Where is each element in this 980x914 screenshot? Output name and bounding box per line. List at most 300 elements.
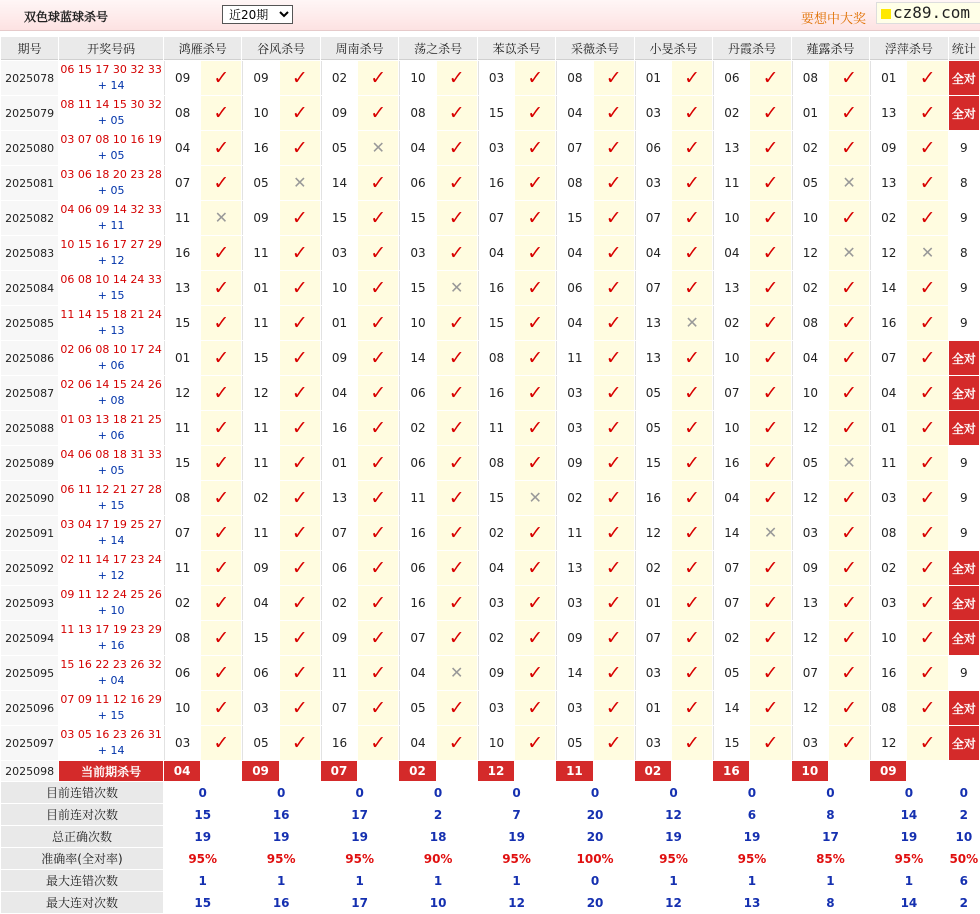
check-mark: ✓ bbox=[213, 171, 230, 194]
check-mark: ✓ bbox=[291, 276, 308, 299]
check-icon bbox=[201, 376, 241, 410]
summary-value: 1 bbox=[713, 870, 790, 891]
check-icon bbox=[672, 201, 712, 235]
summary-value: 2 bbox=[949, 804, 979, 825]
check-icon bbox=[437, 551, 477, 585]
column-header: 期号 bbox=[1, 37, 58, 60]
kill-number: 15 bbox=[242, 621, 278, 655]
check-mark: ✓ bbox=[527, 136, 544, 159]
summary-label: 最大连错次数 bbox=[1, 870, 163, 891]
check-mark: ✓ bbox=[605, 556, 622, 579]
kill-number: 07 bbox=[321, 691, 357, 725]
current-blank bbox=[750, 761, 790, 781]
check-mark: ✓ bbox=[527, 521, 544, 544]
kill-number: 12 bbox=[792, 236, 828, 270]
period-select[interactable] bbox=[222, 5, 293, 24]
check-icon bbox=[750, 551, 790, 585]
check-icon bbox=[594, 96, 634, 130]
check-mark: ✓ bbox=[762, 486, 779, 509]
check-mark: ✓ bbox=[762, 591, 779, 614]
check-mark: ✓ bbox=[841, 346, 858, 369]
kill-number: 09 bbox=[792, 551, 828, 585]
table-row bbox=[1, 236, 979, 270]
kill-number: 04 bbox=[713, 236, 749, 270]
check-mark: ✓ bbox=[841, 591, 858, 614]
kill-number: 04 bbox=[870, 376, 906, 410]
issue-number: 2025090 bbox=[1, 481, 58, 515]
kill-number: 02 bbox=[242, 481, 278, 515]
check-mark: ✓ bbox=[448, 486, 465, 509]
summary-value: 20 bbox=[556, 892, 633, 913]
kill-number: 09 bbox=[242, 201, 278, 235]
row-stat: 9 bbox=[949, 446, 979, 480]
check-mark: ✓ bbox=[213, 311, 230, 334]
check-icon bbox=[515, 656, 555, 690]
kill-number: 11 bbox=[321, 656, 357, 690]
summary-value: 1 bbox=[242, 870, 319, 891]
check-mark: ✓ bbox=[448, 696, 465, 719]
row-stat: 全对 bbox=[949, 691, 979, 725]
kill-number: 01 bbox=[164, 341, 200, 375]
kill-number: 04 bbox=[399, 131, 435, 165]
current-issue: 2025098 bbox=[1, 761, 58, 781]
check-icon bbox=[437, 376, 477, 410]
header-row bbox=[1, 37, 979, 60]
kill-number: 09 bbox=[164, 61, 200, 95]
kill-number: 06 bbox=[399, 166, 435, 200]
check-mark: ✓ bbox=[527, 381, 544, 404]
check-mark: ✓ bbox=[213, 661, 230, 684]
table-row bbox=[1, 271, 979, 305]
column-header: 薤露杀号 bbox=[792, 37, 869, 60]
kill-number: 01 bbox=[635, 61, 671, 95]
summary-row bbox=[1, 782, 979, 803]
red-balls: 07 09 11 12 16 29 bbox=[60, 693, 162, 706]
kill-number: 08 bbox=[870, 691, 906, 725]
current-kill-number: 04 bbox=[164, 761, 200, 781]
summary-value: 19 bbox=[478, 826, 555, 847]
kill-number: 02 bbox=[713, 96, 749, 130]
kill-number: 06 bbox=[399, 551, 435, 585]
summary-value: 0 bbox=[399, 782, 476, 803]
check-icon bbox=[907, 516, 947, 550]
kill-number: 15 bbox=[713, 726, 749, 760]
kill-number: 15 bbox=[399, 271, 435, 305]
check-mark: ✓ bbox=[605, 346, 622, 369]
summary-value: 0 bbox=[242, 782, 319, 803]
summary-label: 总正确次数 bbox=[1, 826, 163, 847]
check-mark: ✓ bbox=[605, 66, 622, 89]
summary-row bbox=[1, 804, 979, 825]
kill-number: 07 bbox=[792, 656, 828, 690]
check-icon bbox=[280, 656, 320, 690]
check-mark: ✓ bbox=[605, 241, 622, 264]
check-icon bbox=[594, 61, 634, 95]
draw-numbers bbox=[59, 586, 163, 620]
check-mark: ✓ bbox=[370, 556, 387, 579]
kill-number: 05 bbox=[399, 691, 435, 725]
check-mark: ✓ bbox=[370, 451, 387, 474]
table-row bbox=[1, 621, 979, 655]
check-icon bbox=[201, 691, 241, 725]
check-mark: ✓ bbox=[527, 626, 544, 649]
check-icon bbox=[358, 166, 398, 200]
issue-number: 2025097 bbox=[1, 726, 58, 760]
cross-icon bbox=[437, 271, 477, 305]
check-icon bbox=[201, 621, 241, 655]
check-mark: ✓ bbox=[370, 206, 387, 229]
table-row bbox=[1, 96, 979, 130]
check-icon bbox=[437, 726, 477, 760]
check-mark: ✓ bbox=[213, 731, 230, 754]
kill-number: 12 bbox=[870, 726, 906, 760]
kill-number: 01 bbox=[870, 61, 906, 95]
check-icon bbox=[515, 61, 555, 95]
kill-number: 16 bbox=[478, 376, 514, 410]
kill-number: 16 bbox=[321, 411, 357, 445]
kill-number: 03 bbox=[478, 691, 514, 725]
summary-value: 19 bbox=[635, 826, 712, 847]
summary-value: 95% bbox=[713, 848, 790, 869]
kill-number: 15 bbox=[478, 96, 514, 130]
check-mark: ✓ bbox=[919, 206, 936, 229]
kill-number: 04 bbox=[713, 481, 749, 515]
check-mark: ✓ bbox=[370, 276, 387, 299]
red-balls: 03 06 18 20 23 28 bbox=[60, 168, 162, 181]
check-icon bbox=[829, 96, 869, 130]
check-mark: ✓ bbox=[762, 101, 779, 124]
kill-number: 15 bbox=[321, 201, 357, 235]
red-balls: 01 03 13 18 21 25 bbox=[60, 413, 162, 426]
check-icon bbox=[280, 411, 320, 445]
blue-ball: + 05 bbox=[97, 149, 125, 162]
check-icon bbox=[437, 306, 477, 340]
kill-number: 13 bbox=[792, 586, 828, 620]
kill-number: 10 bbox=[870, 621, 906, 655]
check-icon bbox=[515, 236, 555, 270]
check-icon bbox=[750, 236, 790, 270]
summary-value: 95% bbox=[164, 848, 241, 869]
check-icon bbox=[907, 201, 947, 235]
cross-mark: ✕ bbox=[528, 488, 542, 507]
page-title: 双色球蓝球杀号 bbox=[24, 10, 109, 24]
cross-mark: ✕ bbox=[842, 173, 856, 192]
check-icon bbox=[672, 481, 712, 515]
issue-number: 2025095 bbox=[1, 656, 58, 690]
check-icon bbox=[201, 586, 241, 620]
check-mark: ✓ bbox=[919, 171, 936, 194]
kill-number: 13 bbox=[713, 271, 749, 305]
cross-icon bbox=[829, 446, 869, 480]
check-icon bbox=[672, 96, 712, 130]
check-icon bbox=[280, 481, 320, 515]
table-row bbox=[1, 656, 979, 690]
cross-mark: ✕ bbox=[450, 663, 464, 682]
check-mark: ✓ bbox=[291, 206, 308, 229]
check-icon bbox=[437, 411, 477, 445]
summary-value: 13 bbox=[713, 892, 790, 913]
kill-number: 03 bbox=[870, 586, 906, 620]
summary-value: 10 bbox=[949, 826, 979, 847]
check-mark: ✓ bbox=[448, 731, 465, 754]
check-icon bbox=[672, 656, 712, 690]
check-mark: ✓ bbox=[605, 486, 622, 509]
check-mark: ✓ bbox=[213, 556, 230, 579]
kill-number: 11 bbox=[242, 411, 278, 445]
kill-number: 03 bbox=[242, 691, 278, 725]
check-mark: ✓ bbox=[448, 556, 465, 579]
check-mark: ✓ bbox=[448, 206, 465, 229]
summary-value: 6 bbox=[713, 804, 790, 825]
kill-number: 02 bbox=[478, 621, 514, 655]
check-mark: ✓ bbox=[762, 381, 779, 404]
blue-ball: + 16 bbox=[97, 639, 125, 652]
summary-value: 0 bbox=[792, 782, 869, 803]
check-icon bbox=[750, 446, 790, 480]
check-mark: ✓ bbox=[841, 136, 858, 159]
kill-number: 07 bbox=[870, 341, 906, 375]
kill-number: 08 bbox=[870, 516, 906, 550]
kill-number: 08 bbox=[556, 61, 592, 95]
check-icon bbox=[437, 61, 477, 95]
draw-numbers bbox=[59, 516, 163, 550]
summary-value: 16 bbox=[242, 804, 319, 825]
kill-number: 12 bbox=[242, 376, 278, 410]
check-icon bbox=[750, 271, 790, 305]
check-mark: ✓ bbox=[370, 486, 387, 509]
check-mark: ✓ bbox=[213, 626, 230, 649]
kill-number: 16 bbox=[399, 516, 435, 550]
check-icon bbox=[672, 166, 712, 200]
check-mark: ✓ bbox=[291, 626, 308, 649]
check-mark: ✓ bbox=[605, 311, 622, 334]
check-mark: ✓ bbox=[841, 486, 858, 509]
kill-number: 12 bbox=[164, 376, 200, 410]
issue-number: 2025088 bbox=[1, 411, 58, 445]
kill-number: 10 bbox=[713, 411, 749, 445]
check-mark: ✓ bbox=[684, 136, 701, 159]
check-icon bbox=[594, 201, 634, 235]
check-mark: ✓ bbox=[919, 381, 936, 404]
check-icon bbox=[594, 481, 634, 515]
check-mark: ✓ bbox=[291, 556, 308, 579]
check-icon bbox=[750, 306, 790, 340]
red-balls: 06 11 12 21 27 28 bbox=[60, 483, 162, 496]
check-icon bbox=[437, 446, 477, 480]
column-header: 浮萍杀号 bbox=[870, 37, 947, 60]
check-icon bbox=[907, 376, 947, 410]
check-icon bbox=[672, 691, 712, 725]
summary-value: 19 bbox=[164, 826, 241, 847]
summary-value: 19 bbox=[242, 826, 319, 847]
check-mark: ✓ bbox=[370, 101, 387, 124]
check-icon bbox=[358, 586, 398, 620]
check-icon bbox=[437, 166, 477, 200]
kill-number: 05 bbox=[321, 131, 357, 165]
issue-number: 2025092 bbox=[1, 551, 58, 585]
table-row bbox=[1, 481, 979, 515]
kill-number: 11 bbox=[242, 516, 278, 550]
cross-icon bbox=[201, 201, 241, 235]
kill-number: 14 bbox=[713, 691, 749, 725]
summary-value: 15 bbox=[164, 892, 241, 913]
kill-number: 03 bbox=[635, 96, 671, 130]
kill-number: 02 bbox=[870, 551, 906, 585]
check-mark: ✓ bbox=[370, 346, 387, 369]
issue-number: 2025086 bbox=[1, 341, 58, 375]
check-mark: ✓ bbox=[213, 136, 230, 159]
summary-value: 1 bbox=[399, 870, 476, 891]
summary-value: 0 bbox=[478, 782, 555, 803]
column-header: 采薇杀号 bbox=[556, 37, 633, 60]
row-stat: 全对 bbox=[949, 341, 979, 375]
kill-number: 07 bbox=[635, 271, 671, 305]
cross-icon bbox=[515, 481, 555, 515]
kill-number: 03 bbox=[556, 376, 592, 410]
kill-number: 07 bbox=[713, 586, 749, 620]
check-mark: ✓ bbox=[762, 171, 779, 194]
check-icon bbox=[201, 166, 241, 200]
cross-icon bbox=[672, 306, 712, 340]
kill-number: 02 bbox=[556, 481, 592, 515]
check-mark: ✓ bbox=[370, 381, 387, 404]
kill-number: 04 bbox=[635, 236, 671, 270]
kill-number: 05 bbox=[635, 411, 671, 445]
table-row bbox=[1, 691, 979, 725]
cross-icon bbox=[437, 656, 477, 690]
promo-text[interactable]: 要想中大奖 bbox=[801, 12, 867, 27]
check-mark: ✓ bbox=[291, 591, 308, 614]
kill-number: 09 bbox=[242, 61, 278, 95]
check-icon bbox=[594, 621, 634, 655]
kill-number: 12 bbox=[870, 236, 906, 270]
check-mark: ✓ bbox=[527, 416, 544, 439]
check-icon bbox=[515, 551, 555, 585]
check-mark: ✓ bbox=[841, 521, 858, 544]
column-header: 小旻杀号 bbox=[635, 37, 712, 60]
kill-number: 11 bbox=[399, 481, 435, 515]
check-icon bbox=[358, 236, 398, 270]
check-mark: ✓ bbox=[919, 451, 936, 474]
check-mark: ✓ bbox=[213, 696, 230, 719]
site-logo[interactable] bbox=[876, 2, 980, 24]
row-stat: 全对 bbox=[949, 551, 979, 585]
check-icon bbox=[515, 271, 555, 305]
blue-ball: + 15 bbox=[97, 289, 125, 302]
check-mark: ✓ bbox=[762, 66, 779, 89]
check-icon bbox=[672, 726, 712, 760]
column-header: 开奖号码 bbox=[59, 37, 163, 60]
table-row bbox=[1, 61, 979, 95]
kill-number: 16 bbox=[478, 271, 514, 305]
kill-number: 03 bbox=[399, 236, 435, 270]
check-icon bbox=[594, 691, 634, 725]
summary-value: 0 bbox=[321, 782, 398, 803]
current-blank bbox=[280, 761, 320, 781]
kill-number: 12 bbox=[792, 621, 828, 655]
check-mark: ✓ bbox=[448, 451, 465, 474]
check-mark: ✓ bbox=[291, 521, 308, 544]
cross-mark: ✕ bbox=[214, 208, 229, 227]
check-mark: ✓ bbox=[919, 416, 936, 439]
check-icon bbox=[672, 411, 712, 445]
cross-mark: ✕ bbox=[450, 278, 464, 297]
check-icon bbox=[201, 236, 241, 270]
check-icon bbox=[750, 656, 790, 690]
red-balls: 03 07 08 10 16 19 bbox=[60, 133, 162, 146]
check-mark: ✓ bbox=[448, 66, 465, 89]
current-row bbox=[1, 761, 979, 781]
check-mark: ✓ bbox=[919, 556, 936, 579]
kill-number: 07 bbox=[321, 516, 357, 550]
kill-number: 11 bbox=[870, 446, 906, 480]
table-row bbox=[1, 446, 979, 480]
red-balls: 15 16 22 23 26 32 bbox=[60, 658, 162, 671]
kill-number: 02 bbox=[635, 551, 671, 585]
check-icon bbox=[829, 586, 869, 620]
kill-number: 07 bbox=[399, 621, 435, 655]
check-icon bbox=[280, 516, 320, 550]
check-mark: ✓ bbox=[762, 696, 779, 719]
summary-value: 12 bbox=[635, 804, 712, 825]
check-mark: ✓ bbox=[605, 626, 622, 649]
check-icon bbox=[672, 516, 712, 550]
cross-icon bbox=[829, 236, 869, 270]
kill-number: 12 bbox=[792, 411, 828, 445]
check-icon bbox=[907, 446, 947, 480]
check-mark: ✓ bbox=[841, 381, 858, 404]
kill-number: 10 bbox=[399, 306, 435, 340]
summary-value: 10 bbox=[399, 892, 476, 913]
check-icon bbox=[594, 376, 634, 410]
check-mark: ✓ bbox=[291, 381, 308, 404]
summary-value: 0 bbox=[556, 782, 633, 803]
table-row bbox=[1, 516, 979, 550]
summary-value: 0 bbox=[713, 782, 790, 803]
blue-ball: + 06 bbox=[97, 429, 125, 442]
check-icon bbox=[907, 166, 947, 200]
check-icon bbox=[750, 201, 790, 235]
check-mark: ✓ bbox=[605, 661, 622, 684]
kill-number: 11 bbox=[713, 166, 749, 200]
summary-value: 15 bbox=[164, 804, 241, 825]
check-icon bbox=[201, 306, 241, 340]
check-icon bbox=[515, 691, 555, 725]
check-icon bbox=[515, 411, 555, 445]
column-header: 苯苡杀号 bbox=[478, 37, 555, 60]
check-icon bbox=[280, 446, 320, 480]
kill-number: 16 bbox=[870, 656, 906, 690]
check-mark: ✓ bbox=[841, 101, 858, 124]
kill-number: 12 bbox=[635, 516, 671, 550]
check-icon bbox=[907, 96, 947, 130]
kill-number: 01 bbox=[635, 691, 671, 725]
kill-number: 08 bbox=[478, 341, 514, 375]
check-mark: ✓ bbox=[684, 241, 701, 264]
kill-number: 14 bbox=[321, 166, 357, 200]
check-mark: ✓ bbox=[291, 101, 308, 124]
check-mark: ✓ bbox=[919, 346, 936, 369]
row-stat: 全对 bbox=[949, 726, 979, 760]
check-mark: ✓ bbox=[605, 381, 622, 404]
kill-number: 02 bbox=[713, 621, 749, 655]
kill-number: 10 bbox=[164, 691, 200, 725]
check-mark: ✓ bbox=[762, 451, 779, 474]
current-blank bbox=[907, 761, 947, 781]
summary-value: 20 bbox=[556, 826, 633, 847]
summary-value: 1 bbox=[635, 870, 712, 891]
check-icon bbox=[829, 61, 869, 95]
